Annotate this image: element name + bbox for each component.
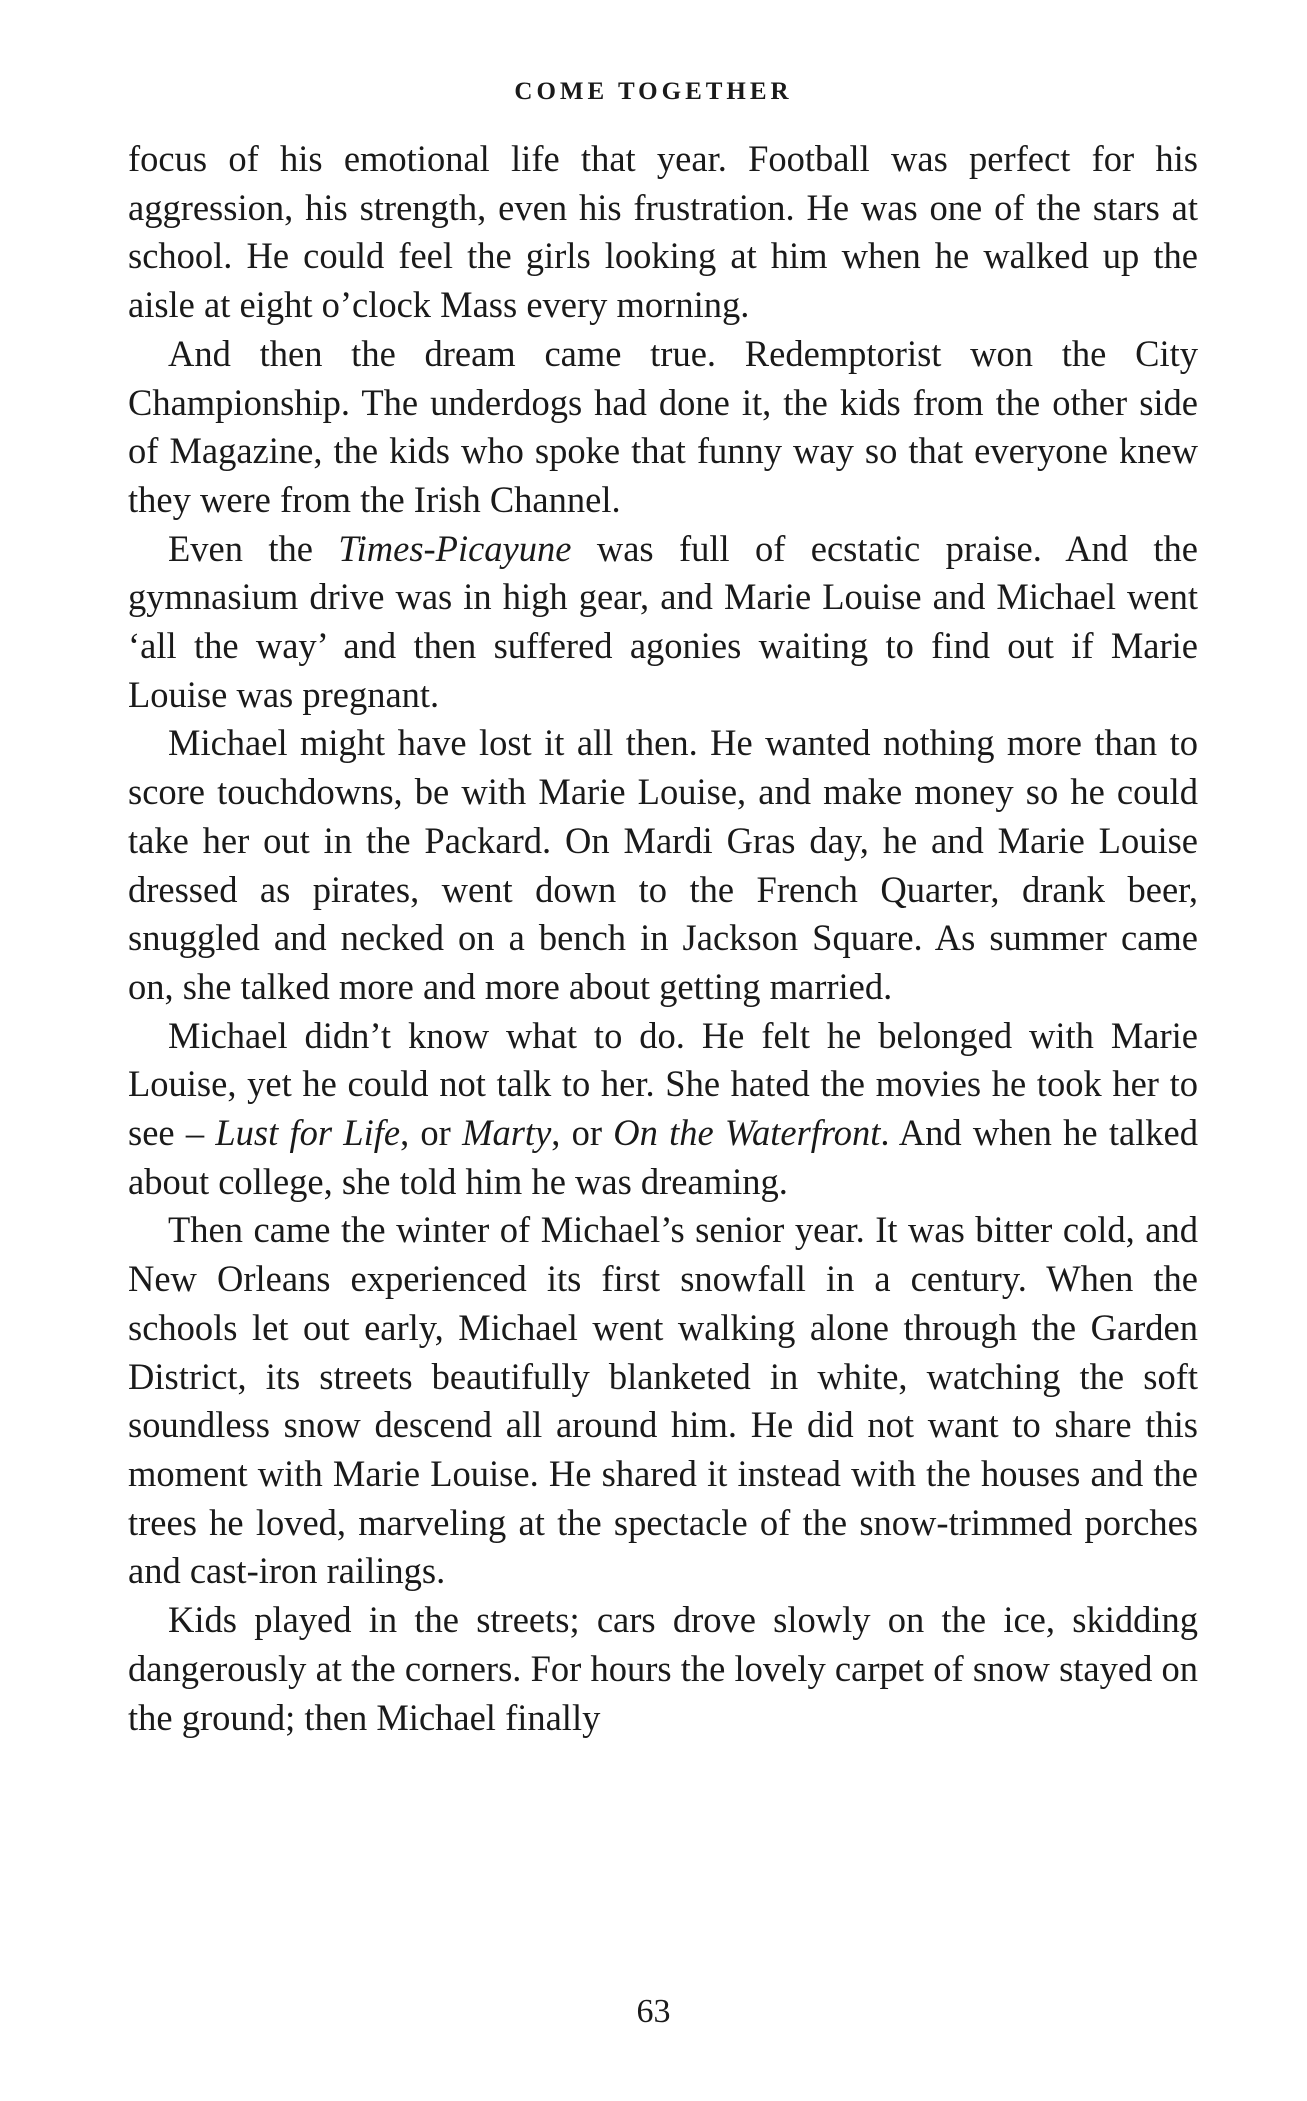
text-run: And then the dream came true. Redemptorist won the City Championship. The underdogs had done it, the kids from the other side of Magazine, the kids who spoke that funny way so that everyone knew they were from the Irish Channel. (128, 332, 1198, 520)
text-run: , or (400, 1112, 463, 1154)
text-run: . And when he talked about college, she told him he was dreaming. (128, 1112, 1199, 1202)
text-run: focus of his emotional life that year. Football was perfect for his aggression, his strength, even his frustration. He was one of the stars at school. He could feel the girls looking at him when he walked up the aisle at eight o’clock Mass every morning. (128, 138, 1198, 326)
newspaper-title: Times-Picayune (338, 527, 572, 569)
paragraph (128, 525, 1198, 720)
text-run: was full of ecstatic praise. And the gymnasium drive was in high gear, and Marie Louise and Michael went ‘all the way’ and then suffered agonies waiting to find out if Marie Louise was pregnant. (128, 527, 1199, 715)
text-run: Kids played in the streets; cars drove slowly on the ice, skidding dangerously at the corners. For hours the lovely carpet of snow stayed on the ground; then Michael finally (128, 1599, 1198, 1738)
text-run: Michael didn’t know what to do. He felt he belonged with Marie Louise, yet he could not talk to her. She hated the movies he took her to see – (128, 1014, 1198, 1154)
paragraph (128, 1206, 1198, 1596)
movie-title: Lust for Life (215, 1112, 401, 1154)
paragraph (128, 330, 1198, 525)
page-number: 63 (636, 1993, 671, 2030)
paragraph (128, 1596, 1198, 1742)
text-run: , or (551, 1112, 614, 1154)
text-run: Then came the winter of Michael’s senior year. It was bitter cold, and New Orleans experienced its first snowfall in a century. When the schools let out early, Michael went walking alone through the Garden District, its streets beautifully blanketed in white, watching the soft soundless snow descend all around him. He did not want to share this moment with Marie Louise. He shared it instead with the houses and the trees he loved, marveling at the spectacle of the snow-trimmed porches and cast-iron railings. (128, 1209, 1198, 1592)
movie-title: Marty (462, 1112, 552, 1154)
movie-title: On the Waterfront (613, 1112, 881, 1154)
text-run: Even the (168, 527, 339, 569)
running-head: COME TOGETHER (514, 78, 793, 105)
paragraph (128, 135, 1198, 330)
body-text (128, 135, 1198, 1742)
paragraph (128, 719, 1198, 1011)
text-run: Michael might have lost it all then. He wanted nothing more than to score touchdowns, be with Marie Louise, and make money so he could take her out in the Packard. On Mardi Gras day, he and Marie Louise dressed as pirates, went down to the French Quarter, drank beer, snuggled and necked on a bench in Jackson Square. As summer came on, she talked more and more about getting married. (128, 722, 1198, 1007)
paragraph (128, 1012, 1198, 1207)
